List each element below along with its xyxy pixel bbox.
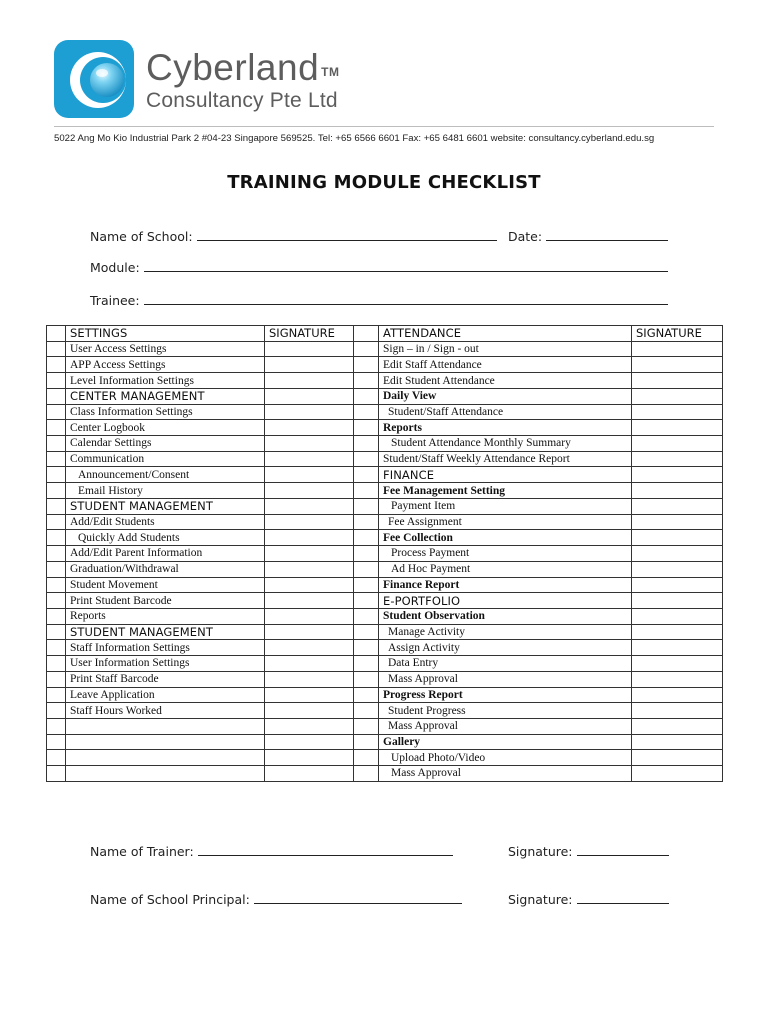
principal-label: Name of School Principal: — [90, 892, 250, 907]
left-signature-cell[interactable] — [265, 451, 354, 467]
principal-field — [90, 892, 462, 907]
left-item-label: Quickly Add Students — [66, 530, 265, 546]
left-item-label: Calendar Settings — [66, 436, 265, 452]
left-check-cell[interactable] — [47, 750, 66, 766]
right-item-label: Manage Activity — [379, 624, 632, 640]
table-row — [47, 404, 723, 420]
right-signature-cell[interactable] — [632, 451, 723, 467]
right-check-cell[interactable] — [354, 357, 379, 373]
school-label: Name of School: — [90, 229, 193, 244]
left-signature-cell[interactable] — [265, 373, 354, 389]
right-signature-cell[interactable] — [632, 341, 723, 357]
left-check-cell[interactable] — [47, 718, 66, 734]
right-item-label: Progress Report — [379, 687, 632, 703]
table-row — [47, 640, 723, 656]
right-item-label: Student/Staff Weekly Attendance Report — [379, 451, 632, 467]
left-signature-cell[interactable] — [265, 514, 354, 530]
right-item-label: Student Attendance Monthly Summary — [379, 436, 632, 452]
left-check-cell[interactable] — [47, 656, 66, 672]
table-row — [47, 373, 723, 389]
right-signature-cell[interactable] — [632, 734, 723, 750]
left-section-header: STUDENT MANAGEMENT — [66, 624, 265, 640]
left-signature-cell[interactable] — [265, 687, 354, 703]
left-item-label: Class Information Settings — [66, 404, 265, 420]
right-check-cell[interactable] — [354, 750, 379, 766]
table-row — [47, 420, 723, 436]
left-item-label — [66, 750, 265, 766]
left-item-label: Center Logbook — [66, 420, 265, 436]
left-section-header: CENTER MANAGEMENT — [66, 388, 265, 404]
right-section-header: ATTENDANCE — [379, 326, 632, 342]
left-signature-cell[interactable] — [265, 357, 354, 373]
right-item-label: Mass Approval — [379, 766, 632, 782]
right-item-label: Upload Photo/Video — [379, 750, 632, 766]
left-item-label: User Information Settings — [66, 656, 265, 672]
right-signature-cell[interactable] — [632, 766, 723, 782]
right-check-cell[interactable] — [354, 514, 379, 530]
right-signature-cell[interactable] — [632, 546, 723, 562]
left-item-label: Reports — [66, 608, 265, 624]
trainer-signature-line[interactable] — [577, 845, 669, 856]
cyberland-logo-icon — [54, 40, 134, 118]
right-signature-cell[interactable] — [632, 640, 723, 656]
table-row — [47, 483, 723, 499]
left-signature-cell[interactable] — [265, 608, 354, 624]
left-signature-cell[interactable] — [265, 498, 354, 514]
table-row — [47, 687, 723, 703]
right-signature-cell[interactable] — [632, 750, 723, 766]
right-check-cell[interactable] — [354, 687, 379, 703]
right-check-cell[interactable] — [354, 608, 379, 624]
right-signature-cell[interactable] — [632, 373, 723, 389]
left-check-cell[interactable] — [47, 608, 66, 624]
right-check-cell[interactable] — [354, 546, 379, 562]
right-signature-cell[interactable] — [632, 561, 723, 577]
right-item-label: Fee Collection — [379, 530, 632, 546]
right-check-cell[interactable] — [354, 577, 379, 593]
school-input-line[interactable] — [197, 230, 497, 241]
left-check-cell[interactable] — [47, 436, 66, 452]
brand-name — [146, 48, 339, 88]
left-check-cell[interactable] — [47, 357, 66, 373]
right-signature-cell[interactable] — [632, 608, 723, 624]
right-check-cell[interactable] — [354, 420, 379, 436]
left-signature-cell[interactable] — [265, 420, 354, 436]
right-check-cell[interactable] — [354, 593, 379, 609]
right-item-label: Reports — [379, 420, 632, 436]
right-signature-cell[interactable] — [632, 514, 723, 530]
table-row — [47, 750, 723, 766]
right-item-label: Daily View — [379, 388, 632, 404]
trainer-input-line[interactable] — [198, 845, 453, 856]
trainee-field — [90, 293, 668, 308]
left-check-cell[interactable] — [47, 514, 66, 530]
left-signature-cell[interactable] — [265, 718, 354, 734]
right-signature-cell[interactable] — [632, 357, 723, 373]
left-item-label — [66, 734, 265, 750]
left-signature-cell[interactable] — [265, 703, 354, 719]
left-check-cell[interactable] — [47, 687, 66, 703]
module-input-line[interactable] — [144, 261, 668, 272]
table-row — [47, 451, 723, 467]
right-check-cell[interactable] — [354, 498, 379, 514]
right-check-cell[interactable] — [354, 326, 379, 342]
principal-signature-line[interactable] — [577, 893, 669, 904]
page-title: TRAINING MODULE CHECKLIST — [227, 172, 541, 193]
left-check-cell[interactable] — [47, 561, 66, 577]
table-row — [47, 703, 723, 719]
right-item-label: Student/Staff Attendance — [379, 404, 632, 420]
left-item-label — [66, 718, 265, 734]
left-item-label: Print Staff Barcode — [66, 671, 265, 687]
left-section-header: SETTINGS — [66, 326, 265, 342]
left-signature-cell[interactable] — [265, 593, 354, 609]
table-row — [47, 498, 723, 514]
right-check-cell[interactable] — [354, 656, 379, 672]
date-input-line[interactable] — [546, 230, 668, 241]
brand-subtitle: Consultancy Pte Ltd — [146, 89, 338, 112]
table-row — [47, 718, 723, 734]
right-item-label: Ad Hoc Payment — [379, 561, 632, 577]
right-check-cell[interactable] — [354, 483, 379, 499]
right-signature-cell[interactable] — [632, 703, 723, 719]
checklist-table — [46, 325, 723, 782]
right-section-header: E-PORTFOLIO — [379, 593, 632, 609]
table-row — [47, 341, 723, 357]
date-label: Date: — [508, 229, 543, 244]
right-signature-cell[interactable] — [632, 388, 723, 404]
left-check-cell[interactable] — [47, 388, 66, 404]
right-check-cell[interactable] — [354, 766, 379, 782]
left-signature-header: SIGNATURE — [265, 326, 354, 342]
left-check-cell[interactable] — [47, 546, 66, 562]
right-signature-cell[interactable] — [632, 530, 723, 546]
right-signature-cell[interactable] — [632, 624, 723, 640]
header-divider — [54, 126, 714, 127]
left-signature-cell[interactable] — [265, 656, 354, 672]
left-signature-cell[interactable] — [265, 766, 354, 782]
right-item-label: Assign Activity — [379, 640, 632, 656]
table-row — [47, 546, 723, 562]
left-check-cell[interactable] — [47, 373, 66, 389]
principal-signature-field — [508, 892, 669, 907]
table-row — [47, 671, 723, 687]
table-row — [47, 514, 723, 530]
trainer-signature-label: Signature: — [508, 844, 573, 859]
principal-input-line[interactable] — [254, 893, 462, 904]
left-check-cell[interactable] — [47, 593, 66, 609]
right-signature-cell[interactable] — [632, 656, 723, 672]
table-row — [47, 766, 723, 782]
brand-block — [146, 48, 339, 113]
left-check-cell[interactable] — [47, 640, 66, 656]
table-row — [47, 577, 723, 593]
right-signature-cell[interactable] — [632, 436, 723, 452]
left-check-cell[interactable] — [47, 341, 66, 357]
left-check-cell[interactable] — [47, 326, 66, 342]
right-check-cell[interactable] — [354, 341, 379, 357]
table-row — [47, 530, 723, 546]
left-item-label: Announcement/Consent — [66, 467, 265, 483]
left-signature-cell[interactable] — [265, 734, 354, 750]
left-signature-cell[interactable] — [265, 577, 354, 593]
table-row — [47, 388, 723, 404]
left-item-label: Leave Application — [66, 687, 265, 703]
left-check-cell[interactable] — [47, 577, 66, 593]
left-signature-cell[interactable] — [265, 467, 354, 483]
left-check-cell[interactable] — [47, 404, 66, 420]
right-check-cell[interactable] — [354, 404, 379, 420]
left-check-cell[interactable] — [47, 624, 66, 640]
left-item-label — [66, 766, 265, 782]
table-row — [47, 436, 723, 452]
right-item-label: Student Observation — [379, 608, 632, 624]
left-check-cell[interactable] — [47, 734, 66, 750]
module-label: Module: — [90, 260, 140, 275]
left-check-cell[interactable] — [47, 766, 66, 782]
left-item-label: Staff Information Settings — [66, 640, 265, 656]
left-item-label: Staff Hours Worked — [66, 703, 265, 719]
trademark-symbol: TM — [321, 65, 340, 79]
right-check-cell[interactable] — [354, 561, 379, 577]
left-item-label: Communication — [66, 451, 265, 467]
left-check-cell[interactable] — [47, 420, 66, 436]
right-item-label: Student Progress — [379, 703, 632, 719]
right-check-cell[interactable] — [354, 624, 379, 640]
table-row — [47, 608, 723, 624]
right-item-label: Mass Approval — [379, 718, 632, 734]
right-signature-cell[interactable] — [632, 404, 723, 420]
left-item-label: Add/Edit Parent Information — [66, 546, 265, 562]
module-field — [90, 260, 668, 275]
table-row — [47, 561, 723, 577]
right-item-label: Edit Staff Attendance — [379, 357, 632, 373]
right-check-cell[interactable] — [354, 703, 379, 719]
trainer-field — [90, 844, 453, 859]
left-signature-cell[interactable] — [265, 388, 354, 404]
left-item-label: APP Access Settings — [66, 357, 265, 373]
right-item-label: Payment Item — [379, 498, 632, 514]
left-check-cell[interactable] — [47, 671, 66, 687]
right-item-label: Sign – in / Sign - out — [379, 341, 632, 357]
right-section-header: FINANCE — [379, 467, 632, 483]
left-item-label: Student Movement — [66, 577, 265, 593]
left-signature-cell[interactable] — [265, 561, 354, 577]
right-item-label: Edit Student Attendance — [379, 373, 632, 389]
left-signature-cell[interactable] — [265, 750, 354, 766]
principal-signature-label: Signature: — [508, 892, 573, 907]
right-signature-cell[interactable] — [632, 671, 723, 687]
right-check-cell[interactable] — [354, 373, 379, 389]
brand-name-text: Cyberland — [146, 47, 320, 88]
trainee-label: Trainee: — [90, 293, 140, 308]
right-signature-cell[interactable] — [632, 593, 723, 609]
right-signature-cell[interactable] — [632, 498, 723, 514]
right-item-label: Process Payment — [379, 546, 632, 562]
right-check-cell[interactable] — [354, 530, 379, 546]
right-check-cell[interactable] — [354, 451, 379, 467]
left-signature-cell[interactable] — [265, 483, 354, 499]
left-item-label: Print Student Barcode — [66, 593, 265, 609]
left-signature-cell[interactable] — [265, 546, 354, 562]
left-item-label: Email History — [66, 483, 265, 499]
table-row — [47, 734, 723, 750]
left-signature-cell[interactable] — [265, 624, 354, 640]
left-signature-cell[interactable] — [265, 530, 354, 546]
right-check-cell[interactable] — [354, 467, 379, 483]
table-row — [47, 656, 723, 672]
table-row — [47, 624, 723, 640]
right-check-cell[interactable] — [354, 671, 379, 687]
right-signature-header: SIGNATURE — [632, 326, 723, 342]
left-check-cell[interactable] — [47, 498, 66, 514]
right-check-cell[interactable] — [354, 640, 379, 656]
left-check-cell[interactable] — [47, 703, 66, 719]
left-signature-cell[interactable] — [265, 640, 354, 656]
left-signature-cell[interactable] — [265, 671, 354, 687]
right-signature-cell[interactable] — [632, 420, 723, 436]
left-signature-cell[interactable] — [265, 404, 354, 420]
left-signature-cell[interactable] — [265, 436, 354, 452]
right-signature-cell[interactable] — [632, 718, 723, 734]
right-signature-cell[interactable] — [632, 687, 723, 703]
right-item-label: Data Entry — [379, 656, 632, 672]
left-check-cell[interactable] — [47, 467, 66, 483]
trainee-input-line[interactable] — [144, 294, 668, 305]
table-row — [47, 357, 723, 373]
table-row — [47, 593, 723, 609]
left-check-cell[interactable] — [47, 530, 66, 546]
right-item-label: Fee Assignment — [379, 514, 632, 530]
left-item-label: Level Information Settings — [66, 373, 265, 389]
left-check-cell[interactable] — [47, 483, 66, 499]
left-item-label: Add/Edit Students — [66, 514, 265, 530]
trainer-label: Name of Trainer: — [90, 844, 194, 859]
right-check-cell[interactable] — [354, 718, 379, 734]
left-signature-cell[interactable] — [265, 341, 354, 357]
right-check-cell[interactable] — [354, 436, 379, 452]
right-signature-cell[interactable] — [632, 467, 723, 483]
right-signature-cell[interactable] — [632, 483, 723, 499]
right-item-label: Fee Management Setting — [379, 483, 632, 499]
right-item-label: Gallery — [379, 734, 632, 750]
right-item-label: Finance Report — [379, 577, 632, 593]
right-item-label: Mass Approval — [379, 671, 632, 687]
right-check-cell[interactable] — [354, 734, 379, 750]
left-item-label: User Access Settings — [66, 341, 265, 357]
left-item-label: Graduation/Withdrawal — [66, 561, 265, 577]
company-address: 5022 Ang Mo Kio Industrial Park 2 #04-23 Singapore 569525. Tel: +65 6566 6601 Fax: +65 6481 6601 website: consultancy.cyberland.edu.sg — [54, 133, 655, 144]
left-check-cell[interactable] — [47, 451, 66, 467]
trainer-signature-field — [508, 844, 669, 859]
table-row — [47, 467, 723, 483]
school-field — [90, 229, 497, 244]
right-signature-cell[interactable] — [632, 577, 723, 593]
right-check-cell[interactable] — [354, 388, 379, 404]
date-field — [508, 229, 668, 244]
left-section-header: STUDENT MANAGEMENT — [66, 498, 265, 514]
table-row — [47, 326, 723, 342]
